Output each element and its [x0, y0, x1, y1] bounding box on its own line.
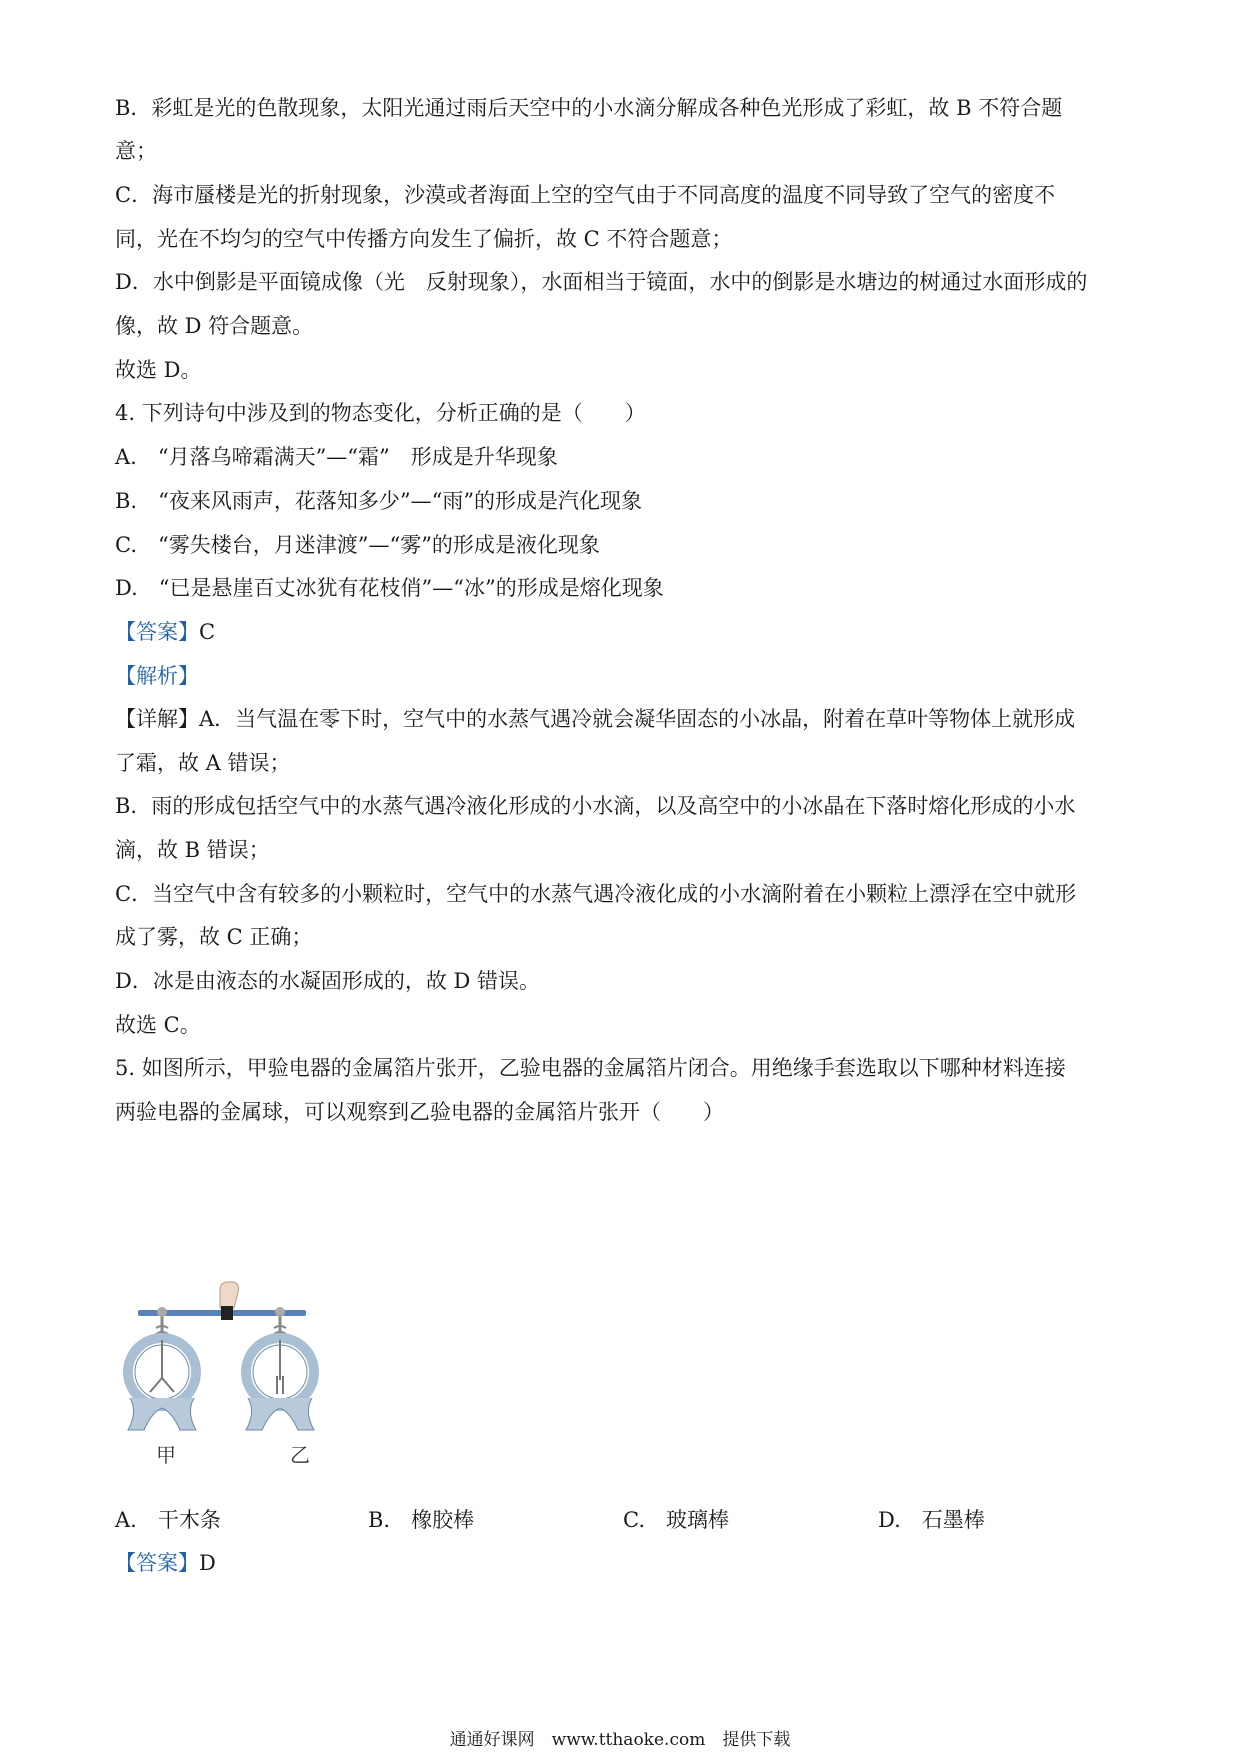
question-4-analysis-heading: [115, 661, 1135, 691]
electroscope-left: [128, 1307, 196, 1430]
text-line: D．冰是由液态的水凝固形成的，故 D 错误。: [115, 969, 541, 993]
electroscope-illustration: [108, 1280, 358, 1490]
text-line: 滴，故 B 错误；: [115, 838, 270, 862]
question-4-stem: 4. 下列诗句中涉及到的物态变化，分析正确的是（ ）: [115, 401, 646, 425]
answer-tag: 【答案】: [115, 620, 199, 644]
question-4-option-b: B. “夜来风雨声，花落知多少”—“雨”的形成是汽化现象: [115, 489, 643, 513]
question-5-option-b: B. 橡胶棒: [368, 1508, 475, 1532]
question-4-option-d: D. “已是悬崖百丈冰犹有花枝俏”—“冰”的形成是熔化现象: [115, 576, 664, 600]
hand-icon: [220, 1282, 239, 1308]
question-5-answer: [115, 1548, 1135, 1578]
electroscope-right: [246, 1307, 314, 1430]
text-line: 像，故 D 符合题意。: [115, 314, 314, 338]
text-line: C．当空气中含有较多的小颗粒时，空气中的水蒸气遇冷液化成的小水滴附着在小颗粒上漂浮在空中就形: [115, 882, 1077, 906]
detail-tag: 【详解】: [115, 707, 199, 731]
question-4-answer: [115, 617, 1135, 647]
answer-tag: 【答案】: [115, 1551, 199, 1575]
text-line: 意；: [115, 139, 157, 163]
question-4-detail-first: [115, 704, 1135, 734]
text-line: B．彩虹是光的色散现象，太阳光通过雨后天空中的小水滴分解成各种色光形成了彩虹，故 B 不符合题: [115, 96, 1063, 120]
question-5-option-c: C. 玻璃棒: [623, 1508, 729, 1532]
question-5-stem-cont: 两验电器的金属球，可以观察到乙验电器的金属箔片张开（ ）: [115, 1100, 724, 1124]
answer-value: C: [199, 620, 216, 644]
text-line: 故选 C。: [115, 1013, 201, 1037]
question-4-option-c: C. “雾失楼台，月迷津渡”—“雾”的形成是液化现象: [115, 533, 600, 557]
label-yi: 乙: [290, 1443, 310, 1467]
question-5-stem: 5. 如图所示，甲验电器的金属箔片张开，乙验电器的金属箔片闭合。用绝缘手套选取以下哪种材料连接: [115, 1056, 1066, 1080]
glove-grip: [221, 1306, 233, 1320]
answer-value: D: [199, 1551, 216, 1575]
page-footer: 通通好课网 www.tthaoke.com 提供下载: [449, 1730, 791, 1750]
question-5-option-d: D. 石墨棒: [878, 1508, 985, 1532]
text-line: D．水中倒影是平面镜成像（光 反射现象），水面相当于镜面，水中的倒影是水塘边的树通过水面形成的: [115, 270, 1088, 294]
analysis-tag: 【解析】: [115, 664, 199, 688]
question-5-option-a: A. 干木条: [115, 1508, 221, 1532]
text-line: 了霜，故 A 错误；: [115, 751, 291, 775]
question-4-option-a: A. “月落乌啼霜满天”—“霜” 形成是升华现象: [115, 445, 558, 469]
electroscope-figure: [108, 1280, 358, 1490]
detail-text: A．当气温在零下时，空气中的水蒸气遇冷就会凝华固态的小冰晶，附着在草叶等物体上就形成: [199, 707, 1076, 731]
text-line: B．雨的形成包括空气中的水蒸气遇冷液化形成的小水滴，以及高空中的小冰晶在下落时熔化形成的小水: [115, 794, 1076, 818]
label-jia: 甲: [156, 1443, 176, 1467]
text-line: 故选 D。: [115, 358, 202, 382]
text-line: 同，光在不均匀的空气中传播方向发生了偏折，故 C 不符合题意；: [115, 227, 733, 251]
text-line: 成了雾，故 C 正确；: [115, 925, 313, 949]
text-line: C．海市蜃楼是光的折射现象，沙漠或者海面上空的空气由于不同高度的温度不同导致了空气的密度不: [115, 183, 1056, 207]
